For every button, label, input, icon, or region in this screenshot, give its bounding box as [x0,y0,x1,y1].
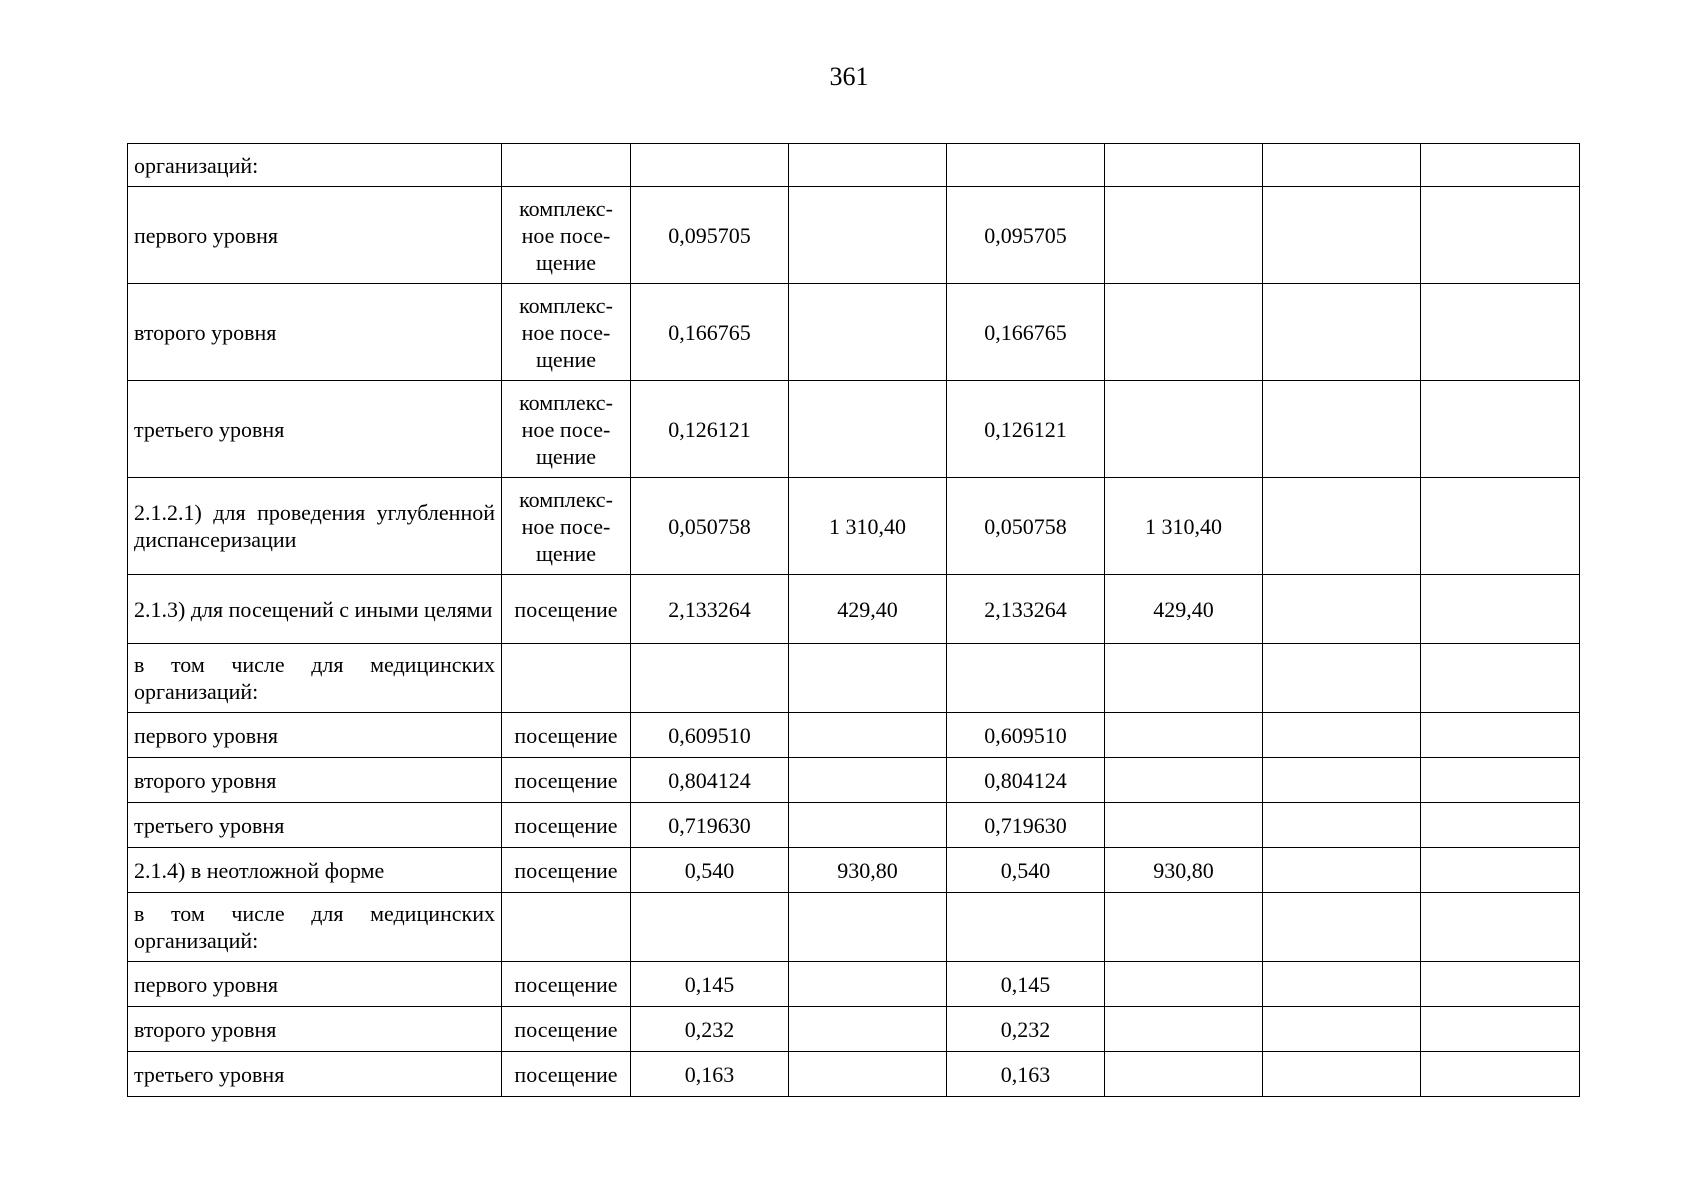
table-row [128,1052,1580,1097]
value-cell-5 [1263,962,1421,1007]
value-cell-3: 0,050758 [947,478,1105,575]
value-cell-4 [1105,803,1263,848]
row-name-cell: в том числе для медицинских организаций: [128,644,502,713]
table-row [128,478,1580,575]
value-cell-2: 1 310,40 [789,478,947,575]
value-cell-5 [1263,381,1421,478]
value-cell-3 [947,893,1105,962]
row-unit-cell: посещение [502,713,631,758]
row-unit-cell [502,144,631,187]
value-cell-1: 0,166765 [631,284,789,381]
value-cell-1: 0,126121 [631,381,789,478]
value-cell-1: 0,050758 [631,478,789,575]
row-name-cell: первого уровня [128,187,502,284]
value-cell-1: 0,232 [631,1007,789,1052]
row-unit-cell: посещение [502,1052,631,1097]
value-cell-1 [631,144,789,187]
table-row [128,1007,1580,1052]
value-cell-1: 0,163 [631,1052,789,1097]
row-name-cell: 2.1.2.1) для проведения углубленной диспансеризации [128,478,502,575]
value-cell-4 [1105,144,1263,187]
value-cell-2 [789,893,947,962]
value-cell-1: 2,133264 [631,575,789,644]
value-cell-2 [789,758,947,803]
row-unit-cell: посещение [502,1007,631,1052]
table-body [128,144,1580,1097]
value-cell-2 [789,803,947,848]
value-cell-5 [1263,144,1421,187]
value-cell-6 [1421,893,1580,962]
value-cell-3: 0,804124 [947,758,1105,803]
value-cell-6 [1421,713,1580,758]
value-cell-5 [1263,713,1421,758]
value-cell-1: 0,145 [631,962,789,1007]
value-cell-6 [1421,1007,1580,1052]
value-cell-6 [1421,381,1580,478]
row-name-cell: третьего уровня [128,381,502,478]
value-cell-3: 0,540 [947,848,1105,893]
value-cell-5 [1263,1007,1421,1052]
value-cell-5 [1263,644,1421,713]
value-cell-1 [631,644,789,713]
value-cell-3 [947,144,1105,187]
row-name-cell: 2.1.3) для посещений с иными целями [128,575,502,644]
value-cell-2: 429,40 [789,575,947,644]
value-cell-5 [1263,575,1421,644]
value-cell-5 [1263,803,1421,848]
value-cell-4: 1 310,40 [1105,478,1263,575]
row-unit-cell: комплекс-ное посе-щение [502,478,631,575]
value-cell-1: 0,609510 [631,713,789,758]
value-cell-4 [1105,1007,1263,1052]
row-name-cell: третьего уровня [128,803,502,848]
value-cell-2: 930,80 [789,848,947,893]
row-unit-cell: посещение [502,962,631,1007]
value-cell-2 [789,1052,947,1097]
value-cell-1: 0,095705 [631,187,789,284]
table-row [128,803,1580,848]
row-unit-cell: посещение [502,848,631,893]
value-cell-1: 0,804124 [631,758,789,803]
row-unit-cell [502,644,631,713]
row-name-cell: первого уровня [128,962,502,1007]
value-cell-3 [947,644,1105,713]
value-cell-3: 0,145 [947,962,1105,1007]
value-cell-4 [1105,284,1263,381]
table-row [128,187,1580,284]
value-cell-6 [1421,1052,1580,1097]
value-cell-3: 0,166765 [947,284,1105,381]
value-cell-2 [789,713,947,758]
value-cell-6 [1421,144,1580,187]
row-name-cell: первого уровня [128,713,502,758]
value-cell-3: 0,095705 [947,187,1105,284]
value-cell-6 [1421,284,1580,381]
value-cell-2 [789,1007,947,1052]
value-cell-4 [1105,381,1263,478]
value-cell-4 [1105,187,1263,284]
table-row [128,893,1580,962]
row-name-cell: организаций: [128,144,502,187]
value-cell-6 [1421,803,1580,848]
value-cell-1: 0,540 [631,848,789,893]
value-cell-3: 2,133264 [947,575,1105,644]
value-cell-3: 0,719630 [947,803,1105,848]
row-name-cell: второго уровня [128,758,502,803]
value-cell-3: 0,126121 [947,381,1105,478]
row-unit-cell: комплекс-ное посе-щение [502,187,631,284]
value-cell-4 [1105,644,1263,713]
table-row [128,144,1580,187]
table-row [128,575,1580,644]
value-cell-2 [789,962,947,1007]
value-cell-6 [1421,187,1580,284]
table-row [128,381,1580,478]
table-row [128,848,1580,893]
page-number: 361 [829,62,869,91]
row-unit-cell: посещение [502,758,631,803]
value-cell-2 [789,644,947,713]
value-cell-1: 0,719630 [631,803,789,848]
value-cell-6 [1421,848,1580,893]
value-cell-6 [1421,758,1580,803]
table-row [128,962,1580,1007]
value-cell-4 [1105,1052,1263,1097]
value-cell-3: 0,163 [947,1052,1105,1097]
value-cell-5 [1263,187,1421,284]
value-cell-5 [1263,848,1421,893]
row-name-cell: второго уровня [128,284,502,381]
value-cell-3: 0,609510 [947,713,1105,758]
row-unit-cell [502,893,631,962]
value-cell-6 [1421,962,1580,1007]
value-cell-4 [1105,713,1263,758]
value-cell-4 [1105,893,1263,962]
value-cell-2 [789,284,947,381]
row-unit-cell: комплекс-ное посе-щение [502,381,631,478]
value-cell-5 [1263,1052,1421,1097]
value-cell-6 [1421,644,1580,713]
table-row [128,758,1580,803]
row-name-cell: 2.1.4) в неотложной форме [128,848,502,893]
value-cell-5 [1263,478,1421,575]
value-cell-4: 429,40 [1105,575,1263,644]
value-cell-3: 0,232 [947,1007,1105,1052]
value-cell-5 [1263,893,1421,962]
row-unit-cell: комплекс-ное посе-щение [502,284,631,381]
value-cell-5 [1263,284,1421,381]
table-row [128,713,1580,758]
row-name-cell: в том числе для медицинских организаций: [128,893,502,962]
value-cell-2 [789,144,947,187]
value-cell-2 [789,187,947,284]
value-cell-4: 930,80 [1105,848,1263,893]
value-cell-2 [789,381,947,478]
row-name-cell: третьего уровня [128,1052,502,1097]
value-cell-4 [1105,962,1263,1007]
value-cell-5 [1263,758,1421,803]
value-cell-4 [1105,758,1263,803]
table-row [128,284,1580,381]
value-cell-6 [1421,575,1580,644]
value-cell-6 [1421,478,1580,575]
data-table [127,143,1580,1097]
row-unit-cell: посещение [502,575,631,644]
row-unit-cell: посещение [502,803,631,848]
value-cell-1 [631,893,789,962]
row-name-cell: второго уровня [128,1007,502,1052]
table-row [128,644,1580,713]
